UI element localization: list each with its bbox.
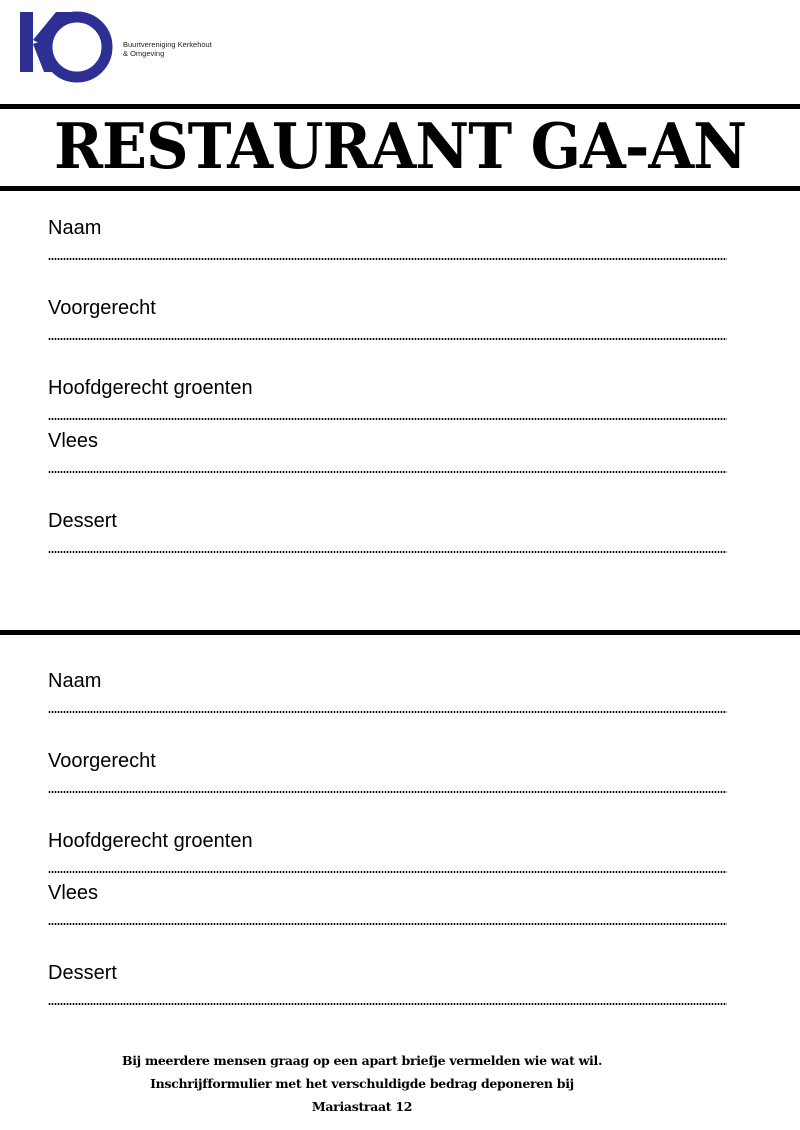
field-line-dessert[interactable] [48,1003,727,1005]
field-line-dessert[interactable] [48,551,727,553]
field-line-hoofdgerecht-groenten[interactable] [48,871,727,873]
footer-line-1: Bij meerdere mensen graag op een apart briefje vermelden wie wat wil. [121,1053,603,1068]
field-line-vlees[interactable] [48,471,727,473]
logo [18,10,118,90]
footer-line-2: Inschrijfformulier met het verschuldigde bedrag deponeren bij [150,1076,574,1091]
field-label-naam: Naam [48,670,102,692]
field-label-vlees: Vlees [48,882,99,904]
field-line-naam[interactable] [48,711,727,713]
form-separator-rule [0,630,800,635]
field-line-naam[interactable] [48,258,727,260]
field-line-hoofdgerecht-groenten[interactable] [48,418,727,420]
organization-name-line1: Buurtvereniging Kerkehout [123,40,212,49]
footer-line-3: Mariastraat 12 [311,1099,413,1114]
field-label-dessert: Dessert [48,962,117,984]
page-title: RESTAURANT GA-AN [53,109,747,184]
field-label-voorgerecht: Voorgerecht [48,750,156,772]
field-label-hoofdgerecht-groenten: Hoofdgerecht groenten [48,830,253,852]
field-line-vlees[interactable] [48,923,727,925]
logo-mark [18,10,118,90]
field-label-voorgerecht: Voorgerecht [48,297,156,319]
title-bottom-rule [0,186,800,191]
field-label-dessert: Dessert [48,510,117,532]
organization-name [123,40,212,58]
organization-name-line2: & Omgeving [123,49,165,58]
field-label-naam: Naam [48,217,102,239]
field-label-hoofdgerecht-groenten: Hoofdgerecht groenten [48,377,253,399]
field-label-vlees: Vlees [48,430,99,452]
field-line-voorgerecht[interactable] [48,791,727,793]
field-line-voorgerecht[interactable] [48,338,727,340]
